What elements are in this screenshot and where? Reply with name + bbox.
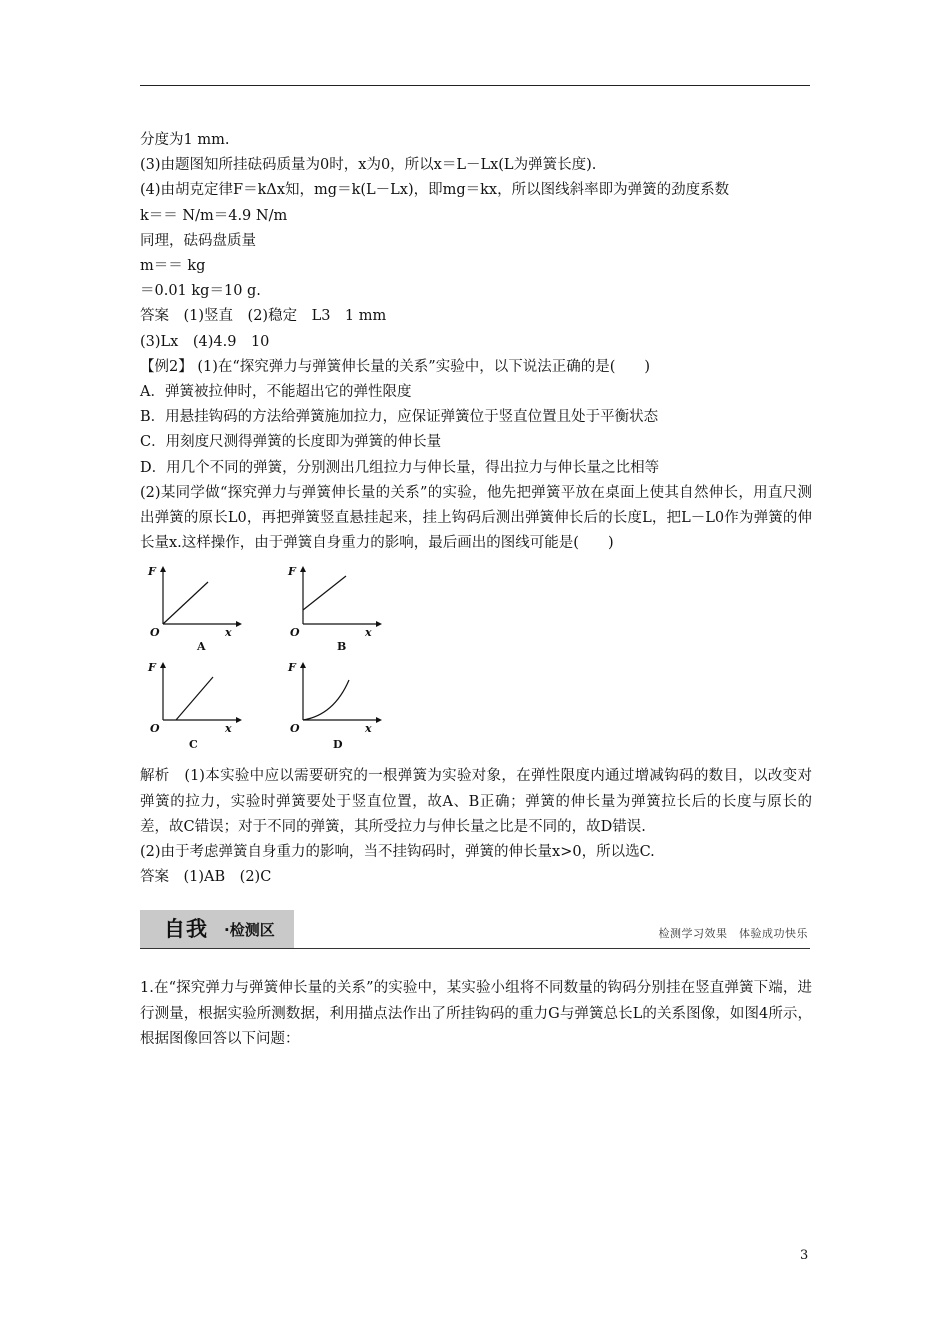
origin-label: O <box>150 722 160 736</box>
text-line: k＝＝ N/m＝4.9 N/m <box>140 207 288 224</box>
y-axis-label: F <box>148 565 156 579</box>
section-slogan: 检测学习效果 体验成功快乐 <box>658 927 808 941</box>
option-graphs <box>140 562 812 750</box>
y-axis-label: F <box>288 565 296 579</box>
answer-line: 答案 (1)竖直 (2)稳定 L3 1 mm <box>140 308 387 325</box>
graph-label: A <box>197 640 206 654</box>
graph-label: B <box>337 640 347 654</box>
origin-label: O <box>290 722 300 736</box>
text-line: 同理，砝码盘质量 <box>140 232 256 249</box>
graph-a <box>146 564 266 654</box>
section-title: 自我 <box>164 917 208 942</box>
text-line: ＝0.01 kg＝10 g. <box>140 283 261 300</box>
text-line: 分度为1 mm. <box>140 132 230 148</box>
analysis-paragraph: (2)由于考虑弹簧自身重力的影响，当不挂钩码时，弹簧的伸长量x>0，所以选C. <box>140 844 655 861</box>
page-content <box>140 128 812 1052</box>
x-axis-label: x <box>225 722 232 736</box>
answer-line: 答案 (1)AB (2)C <box>140 869 272 886</box>
option-b: B．用悬挂钩码的方法给弹簧施加拉力，应保证弹簧位于竖直位置且处于平衡状态 <box>140 409 659 426</box>
graph-label: C <box>189 738 198 751</box>
text-line: (4)由胡克定律F＝kΔx知，mg＝k(L－Lx)，即mg＝kx，所以图线斜率即为弹簧的劲度系数 <box>140 182 730 199</box>
option-c: C．用刻度尺测得弹簧的长度即为弹簧的伸长量 <box>140 434 442 451</box>
origin-label: O <box>150 626 160 640</box>
option-d: D．用几个不同的弹簧，分别测出几组拉力与伸长量，得出拉力与伸长量之比相等 <box>140 459 660 476</box>
section-rule <box>140 948 810 949</box>
page-number: 3 <box>800 1248 809 1263</box>
analysis-paragraph: 解析 (1)本实验中应以需要研究的一根弹簧为实验对象，在弹性限度内通过增减钩码的数目，以改变对弹簧的拉力，实验时弹簧要处于竖直位置，故A、B正确；弹簧的伸长量为弹簧拉长后的长度与原长的差，故C错误；对于不同的弹簧，其所受拉力与伸长量之比是不同的，故D错误. <box>140 768 812 835</box>
graph-label: D <box>333 738 343 751</box>
graph-d <box>286 660 406 750</box>
text-line: m＝＝ kg <box>140 258 206 275</box>
section-band <box>140 910 812 950</box>
x-axis-label: x <box>365 626 372 640</box>
example-question: 【例2】 (1)在“探究弹力与弹簧伸长量的关系”实验中，以下说法正确的是( ) <box>140 358 651 375</box>
question-part-2: (2)某同学做“探究弹力与弹簧伸长量的关系”的实验，他先把弹簧平放在桌面上使其自然伸长，用直尺测出弹簧的原长L0，再把弹簧竖直悬挂起来，挂上钩码后测出弹簧伸长后的长度L，把L－L0作为弹簧的伸长量x.这样操作，由于弹簧自身重力的影响，最后画出的图线可能是( ) <box>140 484 812 552</box>
exercise-question: 1.在“探究弹力与弹簧伸长量的关系”的实验中，某实验小组将不同数量的钩码分别挂在竖直弹簧下端，进行测量，根据实验所测数据，利用描点法作出了所挂钩码的重力G与弹簧总长L的关系图像，如图4所示，根据图像回答以下问题： <box>140 980 812 1047</box>
y-axis-label: F <box>288 661 296 675</box>
graph-c <box>146 660 266 750</box>
text-line: (3)由题图知所挂砝码质量为0时，x为0，所以x＝L－Lx(L为弹簧长度). <box>140 157 597 174</box>
header-rule <box>140 85 810 86</box>
option-a: A．弹簧被拉伸时，不能超出它的弹性限度 <box>140 384 412 401</box>
answer-line: (3)Lx (4)4.9 10 <box>140 333 270 350</box>
graph-b <box>286 564 406 654</box>
y-axis-label: F <box>148 661 156 675</box>
x-axis-label: x <box>365 722 372 736</box>
section-subtitle: ·检测区 <box>224 921 275 940</box>
x-axis-label: x <box>225 626 232 640</box>
origin-label: O <box>290 626 300 640</box>
